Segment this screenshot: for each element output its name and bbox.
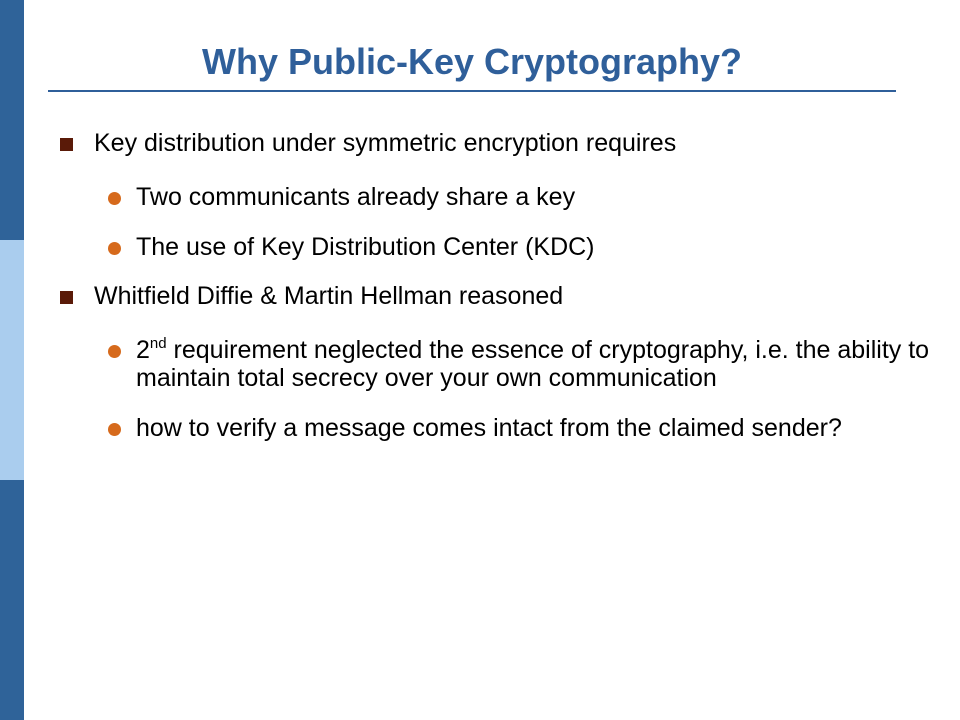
bullet-item <box>60 128 930 158</box>
sub-bullet-text: how to verify a message comes intact from the claimed sender? <box>136 414 842 442</box>
round-bullet-icon <box>108 192 121 205</box>
sub-bullet-ordinal: 2 <box>136 336 150 364</box>
round-bullet-icon <box>108 423 121 436</box>
side-bar-middle-segment <box>0 240 24 480</box>
sub-bullet-item <box>60 183 930 211</box>
sub-bullet-item <box>60 336 930 392</box>
square-bullet-icon <box>60 291 73 304</box>
title-underline <box>48 90 896 92</box>
bullet-text: Whitfield Diffie & Martin Hellman reasoned <box>94 282 564 310</box>
sub-bullet-text: Two communicants already share a key <box>136 183 576 211</box>
side-bar-bottom-segment <box>0 480 24 720</box>
ordinal-superscript: nd <box>149 335 167 352</box>
round-bullet-icon <box>108 345 121 358</box>
round-bullet-icon <box>108 242 121 255</box>
slide-title: Why Public-Key Cryptography? <box>201 41 743 82</box>
side-accent-bar <box>0 0 24 720</box>
bullet-item <box>60 281 930 311</box>
sub-bullet-item <box>60 233 930 261</box>
side-bar-top-segment <box>0 0 24 240</box>
bullet-text: Key distribution under symmetric encryption requires <box>94 129 677 157</box>
sub-bullet-text: requirement neglected the essence of cryptography, i.e. the ability to maintain total secrecy over your own communication <box>136 336 930 392</box>
square-bullet-icon <box>60 138 73 151</box>
bullet-list <box>60 128 930 442</box>
sub-bullet-item <box>60 414 930 442</box>
sub-bullet-text: The use of Key Distribution Center (KDC) <box>136 233 595 261</box>
